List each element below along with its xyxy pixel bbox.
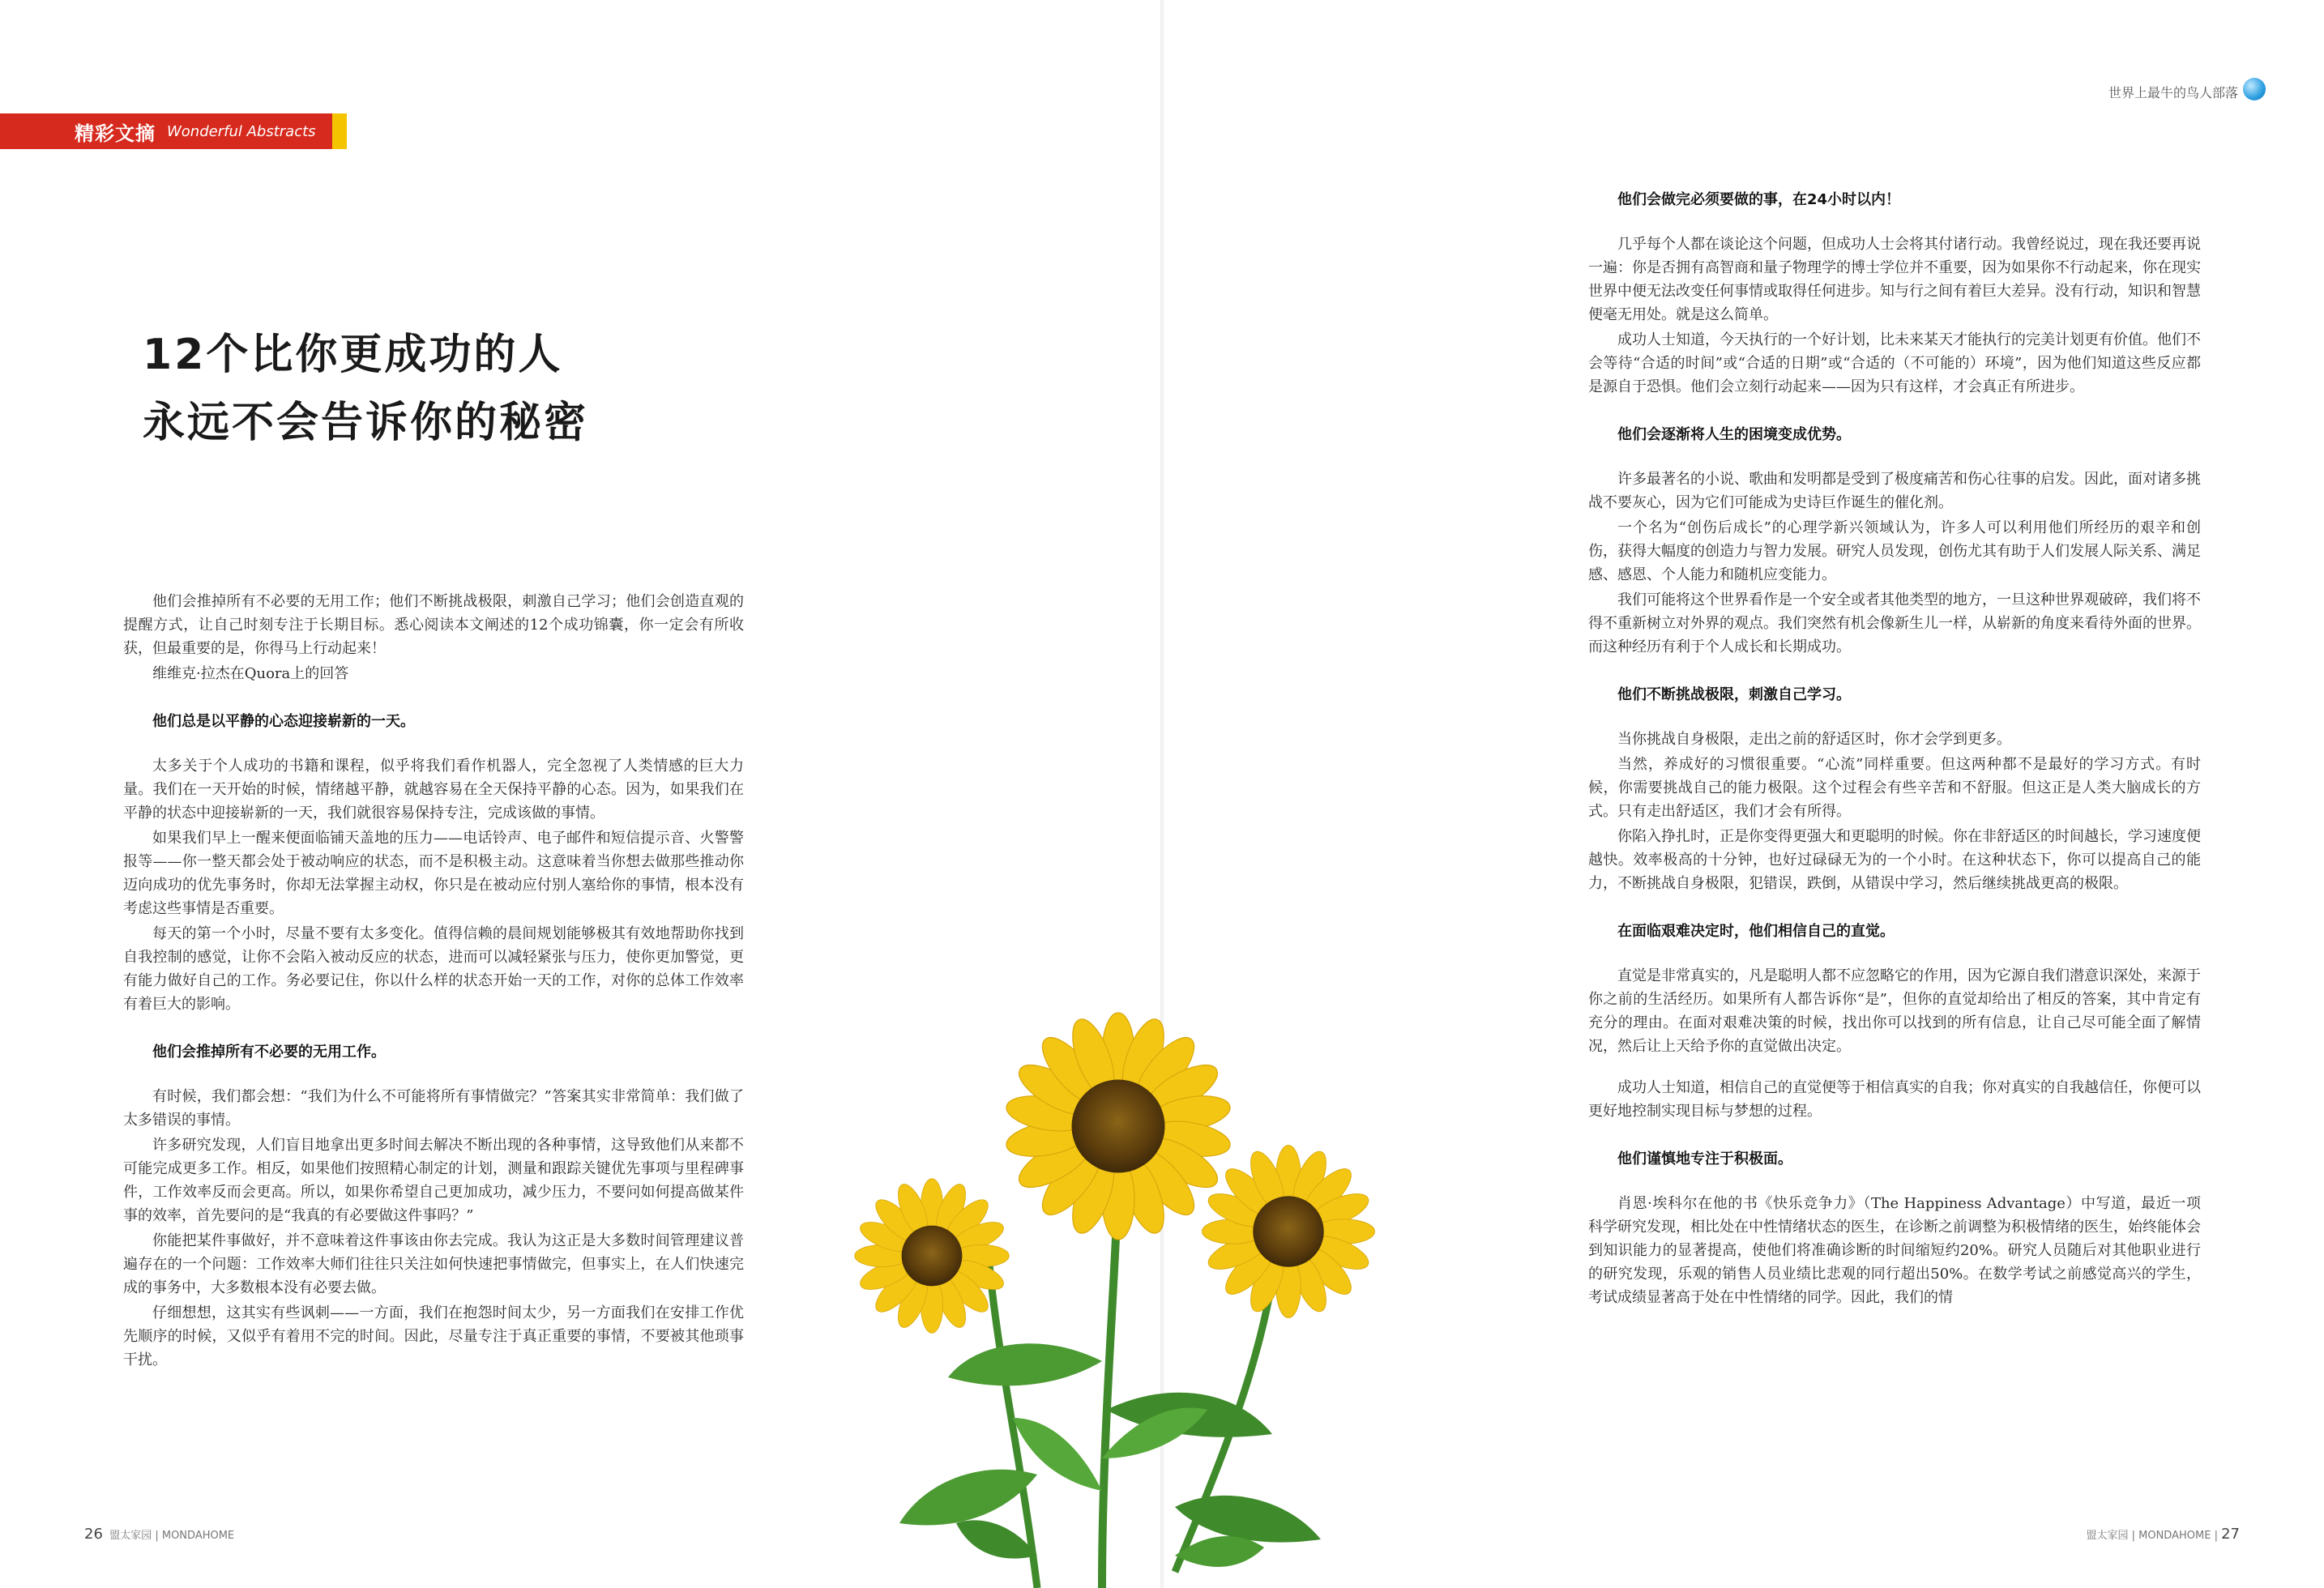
paragraph: 如果我们早上一醒来便面临铺天盖地的压力——电话铃声、电子邮件和短信提示音、火警警报等——你一整天都会处于被动响应的状态，而不是积极主动。这意味着当你想去做那些推动你迈向成功的优先事务时，你却无法掌握主动权，你只是在被动应付别人塞给你的事情，根本没有考虑这些事情是否重要。 bbox=[123, 830, 744, 917]
paragraph: 成功人士知道，相信自己的直觉便等于相信真实的自我；你对真实的自我越信任，你便可以更好地控制实现目标与梦想的过程。 bbox=[1588, 1079, 2201, 1120]
paragraph: 许多最著名的小说、歌曲和发明都是受到了极度痛苦和伤心往事的启发。因此，面对诸多挑战不要灰心，因为它们可能成为史诗巨作诞生的催化剂。 bbox=[1588, 471, 2201, 511]
title-line-2: 永远不会告诉你的秘密 bbox=[143, 399, 589, 447]
paragraph: 每天的第一个小时，尽量不要有太多变化。值得信赖的晨间规划能够极其有效地帮助你找到自我控制的感觉，让你不会陷入被动反应的状态，进而可以减轻紧张与压力，使你更加警觉，更有能力做好自己的工作。务必要记住，你以什么样的状态开始一天的工作，对你的总体工作效率有着巨大的影响。 bbox=[123, 925, 744, 1013]
page-number: 26 bbox=[84, 1526, 103, 1543]
paragraph: 成功人士知道，今天执行的一个好计划，比未来某天才能执行的完美计划更有价值。他们不会等待“合适的时间”或“合适的日期”或“合适的（不可能的）环境”，因为他们知道这些反应都是源自于恐惧。他们会立刻行动起来——因为只有这样，才会真正有所进步。 bbox=[1588, 331, 2201, 395]
page-number: 27 bbox=[2221, 1526, 2240, 1543]
paragraph: 一个名为“创伤后成长”的心理学新兴领域认为，许多人可以利用他们所经历的艰辛和创伤，获得大幅度的创造力与智力发展。研究人员发现，创伤尤其有助于人们发展人际关系、满足感、感恩、个人能力和随机应变能力。 bbox=[1588, 519, 2201, 583]
paragraph: 你能把某件事做好，并不意味着这件事该由你去完成。我认为这正是大多数时间管理建议普遍存在的一个问题：工作效率大师们往往只关注如何快速把事情做完，但事实上，在人们快速完成的事务中，大多数根本没有必要去做。 bbox=[123, 1232, 744, 1296]
paragraph: 仔细想想，这其实有些讽刺——一方面，我们在抱怨时间太少，另一方面我们在安排工作优先顺序的时候，又似乎有着用不完的时间。因此，尽量专注于真正重要的事情，不要被其他琐事干扰。 bbox=[123, 1304, 744, 1368]
paragraph: 你陷入挣扎时，正是你变得更强大和更聪明的时候。你在非舒适区的时间越长，学习速度便越快。效率极高的十分钟，也好过碌碌无为的一个小时。在这种状态下，你可以提高自己的能力，不断挑战自身极限，犯错误，跌倒，从错误中学习，然后继续挑战更高的极限。 bbox=[1588, 828, 2201, 892]
paragraph: 几乎每个人都在谈论这个问题，但成功人士会将其付诸行动。我曾经说过，现在我还要再说一遍：你是否拥有高智商和量子物理学的博士学位并不重要，因为如果你不行动起来，你在现实世界中便无法改变任何事情或取得任何进步。知与行之间有着巨大差异。没有行动，知识和智慧便毫无用处。就是这么简单。 bbox=[1588, 236, 2201, 323]
footer-right bbox=[2086, 1526, 2240, 1543]
section-title-zh: 精彩文摘 bbox=[75, 122, 156, 145]
footer-separator: | bbox=[2214, 1530, 2218, 1542]
paragraph: 许多研究发现，人们盲目地拿出更多时间去解决不断出现的各种事情，这导致他们从来都不可能完成更多工作。相反，如果他们按照精心制定的计划，测量和跟踪关键优先事项与里程碑事件，工作效率反而会更高。所以，如果你希望自己更加成功，减少压力，不要问如何提高做某件事的效率，首先要问的是“我真的有必要做这件事吗？” bbox=[123, 1137, 744, 1224]
magazine-name-en: MONDAHOME bbox=[2138, 1530, 2211, 1542]
article-title bbox=[143, 321, 588, 457]
magazine-name-zh: 盟太家园 bbox=[2086, 1530, 2129, 1542]
paragraph: 太多关于个人成功的书籍和课程，似乎将我们看作机器人，完全忽视了人类情感的巨大力量。我们在一天开始的时候，情绪越平静，就越容易在全天保持平静的心态。因为，如果我们在平静的状态中迎接崭新的一天，我们就很容易保持专注，完成该做的事情。 bbox=[123, 758, 744, 822]
paragraph: 肖恩·埃科尔在他的书《快乐竞争力》（The Happiness Advantage）中写道，最近一项科学研究发现，相比处在中性情绪状态的医生，在诊断之前调整为积极情绪的医生，始终能体会到知识能力的显著提高，使他们将准确诊断的时间缩短约20%。研究人员随后对其他职业进行的研究发现，乐观的销售人员业绩比悲观的同行超出50%。在数学考试之前感觉高兴的学生，考试成绩显著高于处在中性情绪的同学。因此，我们的情 bbox=[1588, 1195, 2201, 1306]
section-heading: 他们会推掉所有不必要的无用工作。 bbox=[152, 1044, 386, 1061]
section-accent bbox=[332, 113, 347, 149]
section-heading: 他们会逐渐将人生的困境变成优势。 bbox=[1617, 426, 1851, 443]
paragraph: 当你挑战自身极限，走出之前的舒适区时，你才会学到更多。 bbox=[1617, 731, 2011, 748]
right-column bbox=[1588, 188, 2201, 1311]
series-title: 世界上最牛的鸟人部落 bbox=[2108, 85, 2238, 100]
globe-icon bbox=[2243, 78, 2266, 100]
section-heading: 他们不断挑战极限，刺激自己学习。 bbox=[1617, 686, 1851, 703]
paragraph: 直觉是非常真实的，凡是聪明人都不应忽略它的作用，因为它源自我们潜意识深处，来源于你之前的生活经历。如果所有人都告诉你“是”，但你的直觉却给出了相反的答案，其中肯定有充分的理由。在面对艰难决策的时候，找出你可以找到的所有信息，让自己尽可能全面了解情况，然后让上天给予你的直觉做出决定。 bbox=[1588, 967, 2201, 1055]
section-heading: 在面临艰难决定时，他们相信自己的直觉。 bbox=[1617, 923, 1895, 940]
magazine-name-en: MONDAHOME bbox=[161, 1530, 235, 1542]
section-heading: 他们总是以平静的心态迎接崭新的一天。 bbox=[152, 713, 415, 730]
attribution: 维维克·拉杰在Quora上的回答 bbox=[152, 665, 349, 682]
section-title-en: Wonderful Abstracts bbox=[167, 122, 316, 140]
section-heading: 他们会做完必须要做的事，在24小时以内！ bbox=[1617, 191, 1901, 208]
left-column bbox=[123, 590, 744, 1373]
sunflower-illustration bbox=[835, 988, 1418, 1588]
footer-separator: | bbox=[2131, 1530, 2135, 1542]
section-heading: 他们谨慎地专注于积极面。 bbox=[1617, 1150, 1792, 1168]
intro-paragraph: 他们会推掉所有不必要的无用工作；他们不断挑战极限，刺激自己学习；他们会创造直观的提醒方式，让自己时刻专注于长期目标。悉心阅读本文阐述的12个成功锦囊，你一定会有所收获，但最重要的是，你得马上行动起来！ bbox=[123, 593, 744, 657]
footer-left bbox=[84, 1526, 234, 1543]
paragraph: 有时候，我们都会想：“我们为什么不可能将所有事情做完？”答案其实非常简单：我们做了太多错误的事情。 bbox=[123, 1088, 744, 1129]
magazine-name-zh: 盟太家园 bbox=[109, 1530, 152, 1542]
paragraph: 我们可能将这个世界看作是一个安全或者其他类型的地方，一旦这种世界观破碎，我们将不得不重新树立对外界的观点。我们突然有机会像新生儿一样，从崭新的角度来看待外面的世界。而这种经历有利于个人成长和长期成功。 bbox=[1588, 591, 2201, 655]
section-band bbox=[0, 113, 347, 149]
footer-separator: | bbox=[155, 1530, 159, 1542]
section-label bbox=[0, 113, 332, 149]
title-line-1: 12个比你更成功的人 bbox=[143, 331, 563, 379]
paragraph: 当然，养成好的习惯很重要。“心流”同样重要。但这两种都不是最好的学习方式。有时候，你需要挑战自己的能力极限。这个过程会有些辛苦和不舒服。但这正是人类大脑成长的方式。只有走出舒适区，我们才会有所得。 bbox=[1588, 756, 2201, 820]
